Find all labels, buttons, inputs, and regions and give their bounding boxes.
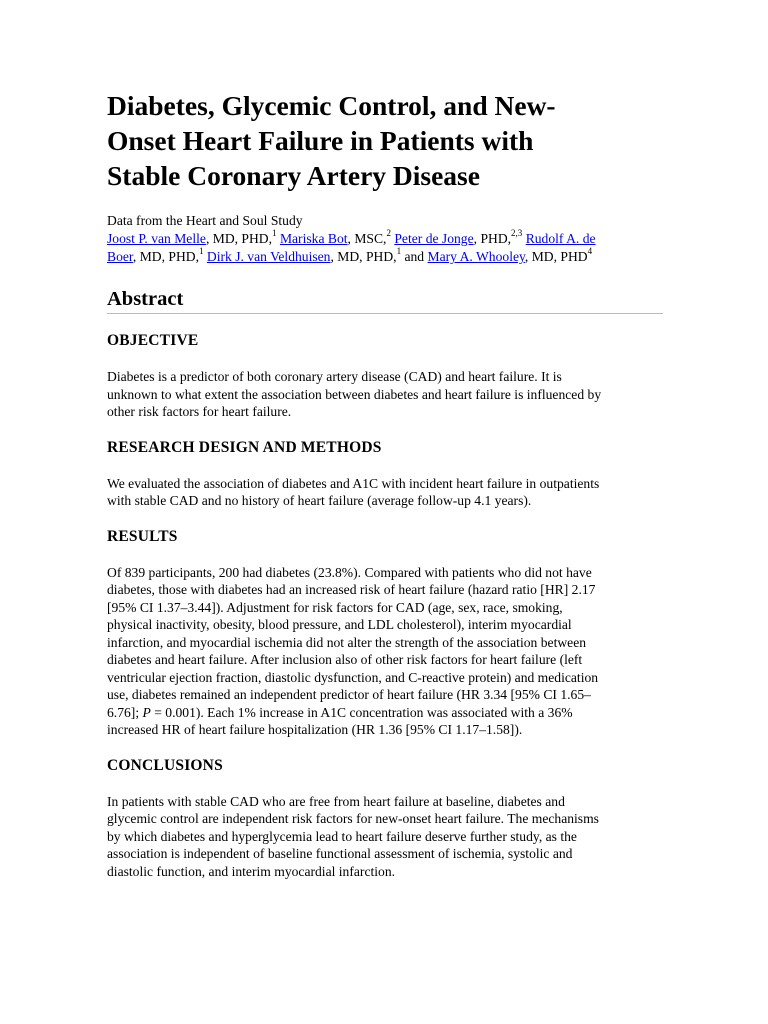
text-line: other risk factors for heart failure. bbox=[107, 404, 292, 419]
text-line: infarction, and myocardial ischemia did not alter the strength of the association between bbox=[107, 634, 587, 650]
methods-heading: RESEARCH DESIGN AND METHODS bbox=[107, 438, 382, 456]
author-link-van-melle[interactable]: Joost P. van Melle bbox=[107, 231, 206, 246]
text-line: Diabetes is a predictor of both coronary artery disease (CAD) and heart failure. It is bbox=[107, 369, 562, 384]
conclusions-heading: CONCLUSIONS bbox=[107, 756, 223, 774]
results-heading: RESULTS bbox=[107, 527, 178, 545]
text-fragment: = 0.001). Each 1% increase in A1C concentration was associated with a 36% bbox=[150, 704, 573, 720]
text-line: Of 839 participants, 200 had diabetes (23.8%). Compared with patients who did not have bbox=[107, 564, 592, 580]
text-line bbox=[107, 704, 663, 722]
text-line: glycemic control are independent risk factors for new-onset heart failure. The mechanisms bbox=[107, 811, 599, 826]
methods-paragraph bbox=[107, 475, 663, 510]
author-link-whooley[interactable]: Mary A. Whooley bbox=[427, 249, 525, 264]
text-line: ventricular ejection fraction, diastolic dysfunction, and C-reactive protein) and medication bbox=[107, 669, 599, 685]
title-line: Stable Coronary Artery Disease bbox=[107, 160, 480, 191]
text-line: diabetes, those with diabetes had an increased risk of heart failure (hazard ratio [HR] 2.17 bbox=[107, 582, 596, 597]
article-page bbox=[107, 88, 663, 880]
affiliation-sup: 1 bbox=[396, 246, 402, 257]
author-link-bot[interactable]: Mariska Bot bbox=[279, 231, 348, 246]
author-line bbox=[107, 230, 663, 248]
text-line: We evaluated the association of diabetes and A1C with incident heart failure in outpatients bbox=[107, 475, 600, 491]
author-conjunction: and bbox=[401, 249, 428, 264]
text-line: increased HR of heart failure hospitalization (HR 1.36 [95% CI 1.17–1.58]). bbox=[107, 722, 523, 737]
text-line: use, diabetes remained an independent predictor of heart failure (HR 3.34 [95% CI 1.65– bbox=[107, 687, 591, 702]
author-list bbox=[107, 230, 663, 266]
author-degree: , MD, PHD bbox=[524, 249, 588, 264]
objective-heading: OBJECTIVE bbox=[107, 332, 199, 349]
abstract-heading: Abstract bbox=[107, 287, 663, 314]
text-fragment: 6.76]; bbox=[107, 704, 143, 720]
text-line: association is independent of baseline functional assessment of ischemia, systolic and bbox=[107, 846, 573, 861]
objective-paragraph bbox=[107, 368, 663, 421]
conclusions-paragraph bbox=[107, 793, 663, 881]
author-degree: , MD, PHD, bbox=[330, 249, 397, 264]
text-line: In patients with stable CAD who are free from heart failure at baseline, diabetes and bbox=[107, 793, 565, 809]
author-link-de-boer[interactable]: Rudolf A. de bbox=[525, 231, 596, 246]
text-line: physical inactivity, obesity, blood pressure, and LDL cholesterol), interim myocardial bbox=[107, 617, 572, 632]
author-degree: , MD, PHD, bbox=[205, 231, 273, 246]
author-link-van-veldhuisen[interactable]: Dirk J. van Veldhuisen bbox=[206, 249, 331, 264]
author-link-de-boer-cont[interactable]: Boer bbox=[107, 249, 133, 264]
text-line: diabetes and heart failure. After inclusion also of other risk factors for heart failure (left bbox=[107, 652, 583, 667]
results-paragraph bbox=[107, 564, 663, 739]
title-line: Diabetes, Glycemic Control, and New- bbox=[107, 90, 556, 121]
affiliation-sup: 1 bbox=[198, 246, 204, 257]
author-degree: , PHD, bbox=[473, 231, 512, 246]
author-degree: , MD, PHD, bbox=[132, 249, 199, 264]
affiliation-sup: 4 bbox=[587, 246, 593, 257]
author-link-de-jonge[interactable]: Peter de Jonge bbox=[394, 231, 474, 246]
affiliation-sup: 2 bbox=[386, 228, 391, 239]
affiliation-sup: 2,3 bbox=[511, 228, 523, 239]
text-line: with stable CAD and no history of heart failure (average follow-up 4.1 years). bbox=[107, 493, 532, 508]
text-line: diastolic function, and interim myocardial infarction. bbox=[107, 863, 396, 879]
text-line: [95% CI 1.37–3.44]). Adjustment for risk factors for CAD (age, sex, race, smoking, bbox=[107, 599, 563, 615]
p-value-symbol: P bbox=[142, 704, 151, 720]
affiliation-sup: 1 bbox=[272, 228, 277, 239]
author-degree: , MSC, bbox=[347, 231, 387, 246]
article-subtitle: Data from the Heart and Soul Study bbox=[107, 213, 303, 228]
text-line: unknown to what extent the association between diabetes and heart failure is influenced by bbox=[107, 386, 602, 402]
article-title bbox=[107, 88, 663, 193]
text-line: by which diabetes and hyperglycemia lead to heart failure deserve further study, as the bbox=[107, 828, 577, 844]
author-line bbox=[107, 248, 663, 266]
title-line: Onset Heart Failure in Patients with bbox=[107, 125, 534, 156]
